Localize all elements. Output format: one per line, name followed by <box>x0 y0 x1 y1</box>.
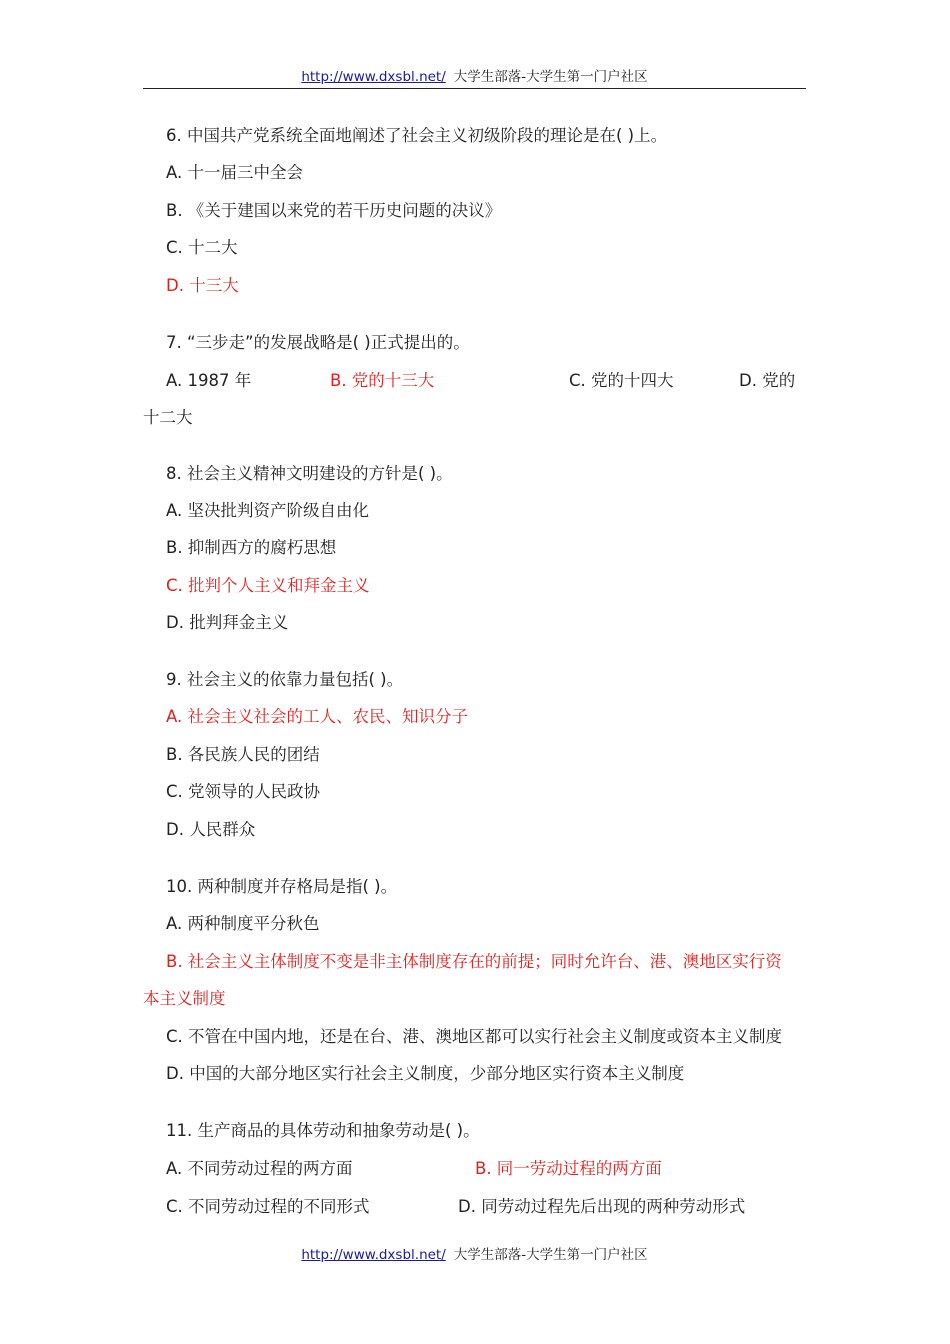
q7-question: 7. “三步走”的发展战略是( )正式提出的。 <box>166 333 470 352</box>
q11-question: 11. 生产商品的具体劳动和抽象劳动是( )。 <box>166 1121 480 1140</box>
footer-link[interactable]: http://www.dxsbl.net/ <box>301 1247 446 1263</box>
q9-option-a-answer: A. 社会主义社会的工人、农民、知识分子 <box>166 707 468 726</box>
q11-option-d: D. 同劳动过程先后出现的两种劳动形式 <box>458 1197 746 1216</box>
q10-question: 10. 两种制度并存格局是指( )。 <box>166 877 398 896</box>
page-footer <box>143 1244 806 1266</box>
q6-option-a: A. 十一届三中全会 <box>166 163 303 182</box>
q11-option-a: A. 不同劳动过程的两方面 <box>166 1159 353 1178</box>
q7-option-c: C. 党的十四大 <box>569 371 674 390</box>
q8-option-a: A. 坚决批判资产阶级自由化 <box>166 501 369 520</box>
q10-option-c: C. 不管在中国内地，还是在台、港、澳地区都可以实行社会主义制度或资本主义制度 <box>166 1027 783 1046</box>
header-link[interactable]: http://www.dxsbl.net/ <box>301 69 446 85</box>
q6-option-d-answer: D. 十三大 <box>166 276 239 295</box>
q7-option-b-answer: B. 党的十三大 <box>330 371 435 390</box>
q11-option-c: C. 不同劳动过程的不同形式 <box>166 1197 370 1216</box>
footer-site-name: 大学生部落-大学生第一门户社区 <box>453 1247 648 1263</box>
q6-question: 6. 中国共产党系统全面地阐述了社会主义初级阶段的理论是在( )上。 <box>166 126 668 145</box>
q8-option-b: B. 抑制西方的腐朽思想 <box>166 538 337 557</box>
q7-option-d: D. 党的 <box>739 371 796 390</box>
header-site-name: 大学生部落-大学生第一门户社区 <box>453 69 648 85</box>
q9-option-c: C. 党领导的人民政协 <box>166 782 321 801</box>
q7-option-d-continued: 十二大 <box>143 408 193 427</box>
q9-option-b: B. 各民族人民的团结 <box>166 745 320 764</box>
q6-option-c: C. 十二大 <box>166 238 238 257</box>
q9-option-d: D. 人民群众 <box>166 820 256 839</box>
q8-option-d: D. 批判拜金主义 <box>166 613 289 632</box>
page-header <box>143 66 806 89</box>
q11-option-b-answer: B. 同一劳动过程的两方面 <box>475 1159 662 1178</box>
q8-question: 8. 社会主义精神文明建设的方针是( )。 <box>166 464 453 483</box>
q10-option-b-continued: 本主义制度 <box>143 989 226 1008</box>
q8-option-c-answer: C. 批判个人主义和拜金主义 <box>166 576 370 595</box>
q7-option-a: A. 1987 年 <box>166 371 252 390</box>
q10-option-d: D. 中国的大部分地区实行社会主义制度，少部分地区实行资本主义制度 <box>166 1064 685 1083</box>
q10-option-a: A. 两种制度平分秋色 <box>166 914 320 933</box>
q6-option-b: B. 《关于建国以来党的若干历史问题的决议》 <box>166 201 502 220</box>
q10-option-b-answer: B. 社会主义主体制度不变是非主体制度存在的前提；同时允许台、港、澳地区实行资 <box>166 952 782 971</box>
q9-question: 9. 社会主义的依靠力量包括( )。 <box>166 670 404 689</box>
